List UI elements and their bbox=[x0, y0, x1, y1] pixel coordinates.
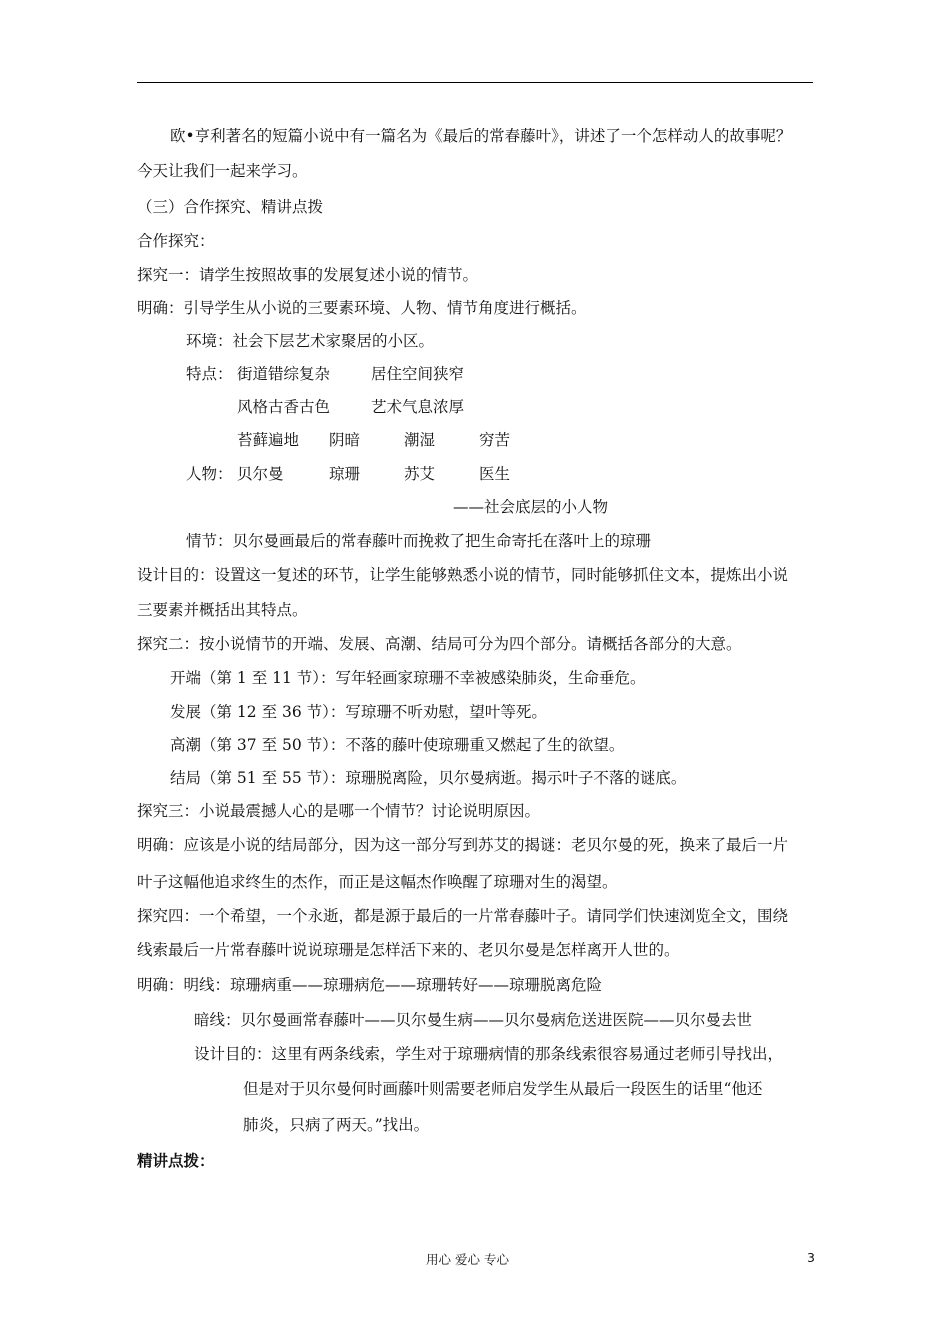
header-rule bbox=[137, 82, 813, 83]
character-name: 琼珊 bbox=[329, 465, 361, 483]
design-purpose-4-end: 肺炎，只病了两天。”找出。 bbox=[243, 1116, 430, 1134]
answer-4-implicit-line: 暗线：贝尔曼画常春藤叶——贝尔曼生病——贝尔曼病危送进医院——贝尔曼去世 bbox=[194, 1011, 753, 1029]
trait-item: 艺术气息浓厚 bbox=[371, 398, 465, 416]
question-1: 探究一：请学生按照故事的发展复述小说的情节。 bbox=[137, 266, 479, 284]
traits-label: 特点： bbox=[186, 365, 233, 383]
part-climax: 高潮（第 37 至 50 节）：不落的藤叶使琼珊重又燃起了生的欲望。 bbox=[170, 736, 625, 754]
section-heading: （三）合作探究、精讲点拨 bbox=[137, 198, 324, 216]
part-ending: 结局（第 51 至 55 节）：琼珊脱离险，贝尔曼病逝。揭示叶子不落的谜底。 bbox=[170, 769, 687, 787]
subheading-cooperate: 合作探究： bbox=[137, 232, 215, 250]
characters-label: 人物： bbox=[186, 465, 233, 483]
subheading-explain: 精讲点拨： bbox=[137, 1151, 215, 1170]
trait-item: 风格古香古色 bbox=[237, 398, 331, 416]
question-2: 探究二：按小说情节的开端、发展、高潮、结局可分为四个部分。请概括各部分的大意。 bbox=[137, 635, 742, 653]
design-purpose-1: 设计目的：设置这一复述的环节，让学生能够熟悉小说的情节，同时能够抓住文本，提炼出小说 bbox=[137, 566, 789, 584]
design-purpose-1-cont: 三要素并概括出其特点。 bbox=[137, 601, 308, 619]
trait-item: 居住空间狭窄 bbox=[371, 365, 465, 383]
answer-3: 明确：应该是小说的结局部分，因为这一部分写到苏艾的揭谜：老贝尔曼的死，换来了最后一片 bbox=[137, 836, 789, 854]
part-opening: 开端（第 1 至 11 节）：写年轻画家琼珊不幸被感染肺炎，生命垂危。 bbox=[170, 669, 646, 687]
answer-1: 明确：引导学生从小说的三要素环境、人物、情节角度进行概括。 bbox=[137, 299, 587, 317]
trait-item: 穷苦 bbox=[479, 431, 511, 449]
design-purpose-4: 设计目的：这里有两条线索，学生对于琼珊病情的那条线索很容易通过老师引导找出， bbox=[194, 1045, 784, 1063]
question-4-cont: 线索最后一片常春藤叶说说琼珊是怎样活下来的、老贝尔曼是怎样离开人世的。 bbox=[137, 941, 680, 959]
answer-4-explicit-line: 明确：明线：琼珊病重——琼珊病危——琼珊转好——琼珊脱离危险 bbox=[137, 976, 603, 994]
page-number: 3 bbox=[807, 1250, 815, 1265]
character-name: 贝尔曼 bbox=[237, 465, 284, 483]
question-4: 探究四：一个希望，一个永逝，都是源于最后的一片常春藤叶子。请同学们快速浏览全文，围绕 bbox=[137, 907, 789, 925]
part-development: 发展（第 12 至 36 节）：写琼珊不听劝慰，望叶等死。 bbox=[170, 703, 547, 721]
character-name: 苏艾 bbox=[404, 465, 436, 483]
answer-3-cont: 叶子这幅他追求终生的杰作，而正是这幅杰作唤醒了琼珊对生的渴望。 bbox=[137, 873, 618, 891]
trait-item: 街道错综复杂 bbox=[237, 365, 331, 383]
footer-motto: 用心 爱心 专心 bbox=[426, 1252, 509, 1267]
environment-line: 环境：社会下层艺术家聚居的小区。 bbox=[186, 332, 435, 350]
intro-line-1: 欧•亨利著名的短篇小说中有一篇名为《最后的常春藤叶》，讲述了一个怎样动人的故事呢？ bbox=[170, 127, 792, 145]
trait-item: 苔藓遍地 bbox=[237, 431, 300, 449]
characters-note: ——社会底层的小人物 bbox=[453, 498, 609, 516]
plot-line: 情节：贝尔曼画最后的常春藤叶而挽救了把生命寄托在落叶上的琼珊 bbox=[186, 532, 652, 550]
intro-line-2: 今天让我们一起来学习。 bbox=[137, 162, 308, 180]
question-3: 探究三：小说最震撼人心的是哪一个情节？讨论说明原因。 bbox=[137, 802, 541, 820]
design-purpose-4-cont: 但是对于贝尔曼何时画藤叶则需要老师启发学生从最后一段医生的话里“他还 bbox=[243, 1080, 763, 1098]
trait-item: 潮湿 bbox=[404, 431, 436, 449]
character-name: 医生 bbox=[479, 465, 511, 483]
trait-item: 阴暗 bbox=[329, 431, 361, 449]
